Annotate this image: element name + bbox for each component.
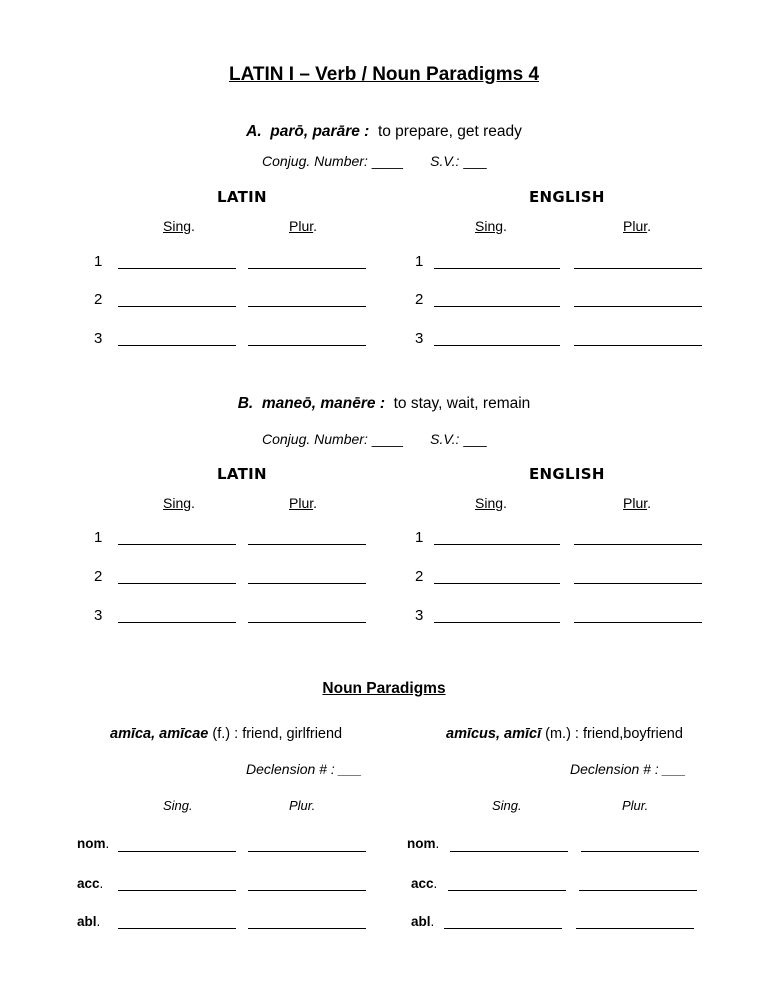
noun-right-meaning: (m.) : friend,boyfriend <box>541 726 683 742</box>
sv-label: S.V.: <box>430 153 460 169</box>
latin-person-3: 3 <box>94 330 103 347</box>
b-english-sing-1-blank[interactable] <box>434 544 560 545</box>
english-sing-label: Sing. <box>475 495 507 511</box>
latin-plur-label: Plur. <box>289 218 318 234</box>
latin-sing-label: Sing. <box>163 495 195 511</box>
section-b-letter: B. <box>237 395 254 412</box>
conj-label: Conjug. Number: <box>262 153 368 169</box>
section-b-heading <box>0 395 768 413</box>
conj-label: Conjug. Number: <box>262 431 368 447</box>
amica-acc-plur-blank[interactable] <box>248 890 366 891</box>
a-english-sing-3-blank[interactable] <box>434 345 560 346</box>
english-person-1: 1 <box>415 529 424 546</box>
b-english-sing-2-blank[interactable] <box>434 583 560 584</box>
a-latin-sing-2-blank[interactable] <box>118 306 236 307</box>
english-person-2: 2 <box>415 291 424 308</box>
b-latin-sing-2-blank[interactable] <box>118 583 236 584</box>
amicus-nom-plur-blank[interactable] <box>581 851 699 852</box>
noun-left-word: amīca, amīcae <box>110 726 209 742</box>
a-latin-sing-1-blank[interactable] <box>118 268 236 269</box>
amica-acc-sing-blank[interactable] <box>118 890 236 891</box>
section-b-meaning: to stay, wait, remain <box>393 395 531 412</box>
english-person-3: 3 <box>415 330 424 347</box>
latin-column-header: LATIN <box>217 188 267 206</box>
a-latin-plur-2-blank[interactable] <box>248 306 366 307</box>
latin-person-1: 1 <box>94 529 103 546</box>
amicus-acc-sing-blank[interactable] <box>448 890 566 891</box>
conj-blank: ____ <box>371 431 403 447</box>
latin-person-2: 2 <box>94 291 103 308</box>
case-label-abl: abl. <box>411 914 435 929</box>
latin-person-2: 2 <box>94 568 103 585</box>
english-plur-label: Plur. <box>623 218 652 234</box>
page-title: LATIN I – Verb / Noun Paradigms 4 <box>228 64 540 85</box>
noun-right-entry <box>446 726 683 742</box>
case-label-nom: nom. <box>77 836 110 851</box>
a-latin-plur-3-blank[interactable] <box>248 345 366 346</box>
noun-paradigms-heading: Noun Paradigms <box>322 680 446 697</box>
section-a-letter: A. <box>246 123 262 140</box>
english-column-header: ENGLISH <box>529 465 605 483</box>
sv-blank: ___ <box>463 153 487 169</box>
a-english-plur-1-blank[interactable] <box>574 268 702 269</box>
amicus-nom-sing-blank[interactable] <box>450 851 568 852</box>
section-a-conj-line <box>262 153 487 169</box>
latin-column-header: LATIN <box>217 465 267 483</box>
conj-blank: ____ <box>371 153 403 169</box>
amicus-abl-plur-blank[interactable] <box>576 928 694 929</box>
b-latin-sing-3-blank[interactable] <box>118 622 236 623</box>
amica-nom-plur-blank[interactable] <box>248 851 366 852</box>
section-a-heading <box>0 123 768 141</box>
a-english-plur-2-blank[interactable] <box>574 306 702 307</box>
b-english-plur-1-blank[interactable] <box>574 544 702 545</box>
noun-left-plur-label: Plur. <box>289 798 316 813</box>
amicus-acc-plur-blank[interactable] <box>579 890 697 891</box>
amica-nom-sing-blank[interactable] <box>118 851 236 852</box>
case-label-nom: nom. <box>407 836 440 851</box>
noun-right-sing-label: Sing. <box>492 798 522 813</box>
noun-right-declension: Declension # : ___ <box>570 761 686 777</box>
latin-sing-label: Sing. <box>163 218 195 234</box>
b-english-sing-3-blank[interactable] <box>434 622 560 623</box>
b-english-plur-2-blank[interactable] <box>574 583 702 584</box>
b-latin-sing-1-blank[interactable] <box>118 544 236 545</box>
case-label-acc: acc. <box>411 876 438 891</box>
noun-left-entry <box>110 726 342 742</box>
a-english-plur-3-blank[interactable] <box>574 345 702 346</box>
sv-blank: ___ <box>463 431 487 447</box>
amica-abl-plur-blank[interactable] <box>248 928 366 929</box>
amica-abl-sing-blank[interactable] <box>118 928 236 929</box>
english-person-2: 2 <box>415 568 424 585</box>
latin-person-3: 3 <box>94 607 103 624</box>
noun-left-sing-label: Sing. <box>163 798 193 813</box>
noun-left-meaning: (f.) : friend, girlfriend <box>208 726 343 742</box>
section-b-conj-line <box>262 431 487 447</box>
noun-left-declension: Declension # : ___ <box>246 761 362 777</box>
sv-label: S.V.: <box>430 431 460 447</box>
english-person-3: 3 <box>415 607 424 624</box>
english-column-header: ENGLISH <box>529 188 605 206</box>
english-person-1: 1 <box>415 253 424 270</box>
english-plur-label: Plur. <box>623 495 652 511</box>
a-english-sing-2-blank[interactable] <box>434 306 560 307</box>
b-latin-plur-2-blank[interactable] <box>248 583 366 584</box>
case-label-abl: abl. <box>77 914 101 929</box>
b-latin-plur-3-blank[interactable] <box>248 622 366 623</box>
b-latin-plur-1-blank[interactable] <box>248 544 366 545</box>
section-a-verb: parō, parāre : <box>270 123 370 140</box>
amicus-abl-sing-blank[interactable] <box>444 928 562 929</box>
b-english-plur-3-blank[interactable] <box>574 622 702 623</box>
noun-right-word: amīcus, amīcī <box>446 726 542 742</box>
a-latin-plur-1-blank[interactable] <box>248 268 366 269</box>
noun-right-plur-label: Plur. <box>622 798 649 813</box>
case-label-acc: acc. <box>77 876 104 891</box>
section-b-verb: maneō, manēre : <box>261 395 385 412</box>
a-english-sing-1-blank[interactable] <box>434 268 560 269</box>
section-a-meaning: to prepare, get ready <box>377 123 522 140</box>
latin-person-1: 1 <box>94 253 103 270</box>
a-latin-sing-3-blank[interactable] <box>118 345 236 346</box>
latin-plur-label: Plur. <box>289 495 318 511</box>
english-sing-label: Sing. <box>475 218 507 234</box>
